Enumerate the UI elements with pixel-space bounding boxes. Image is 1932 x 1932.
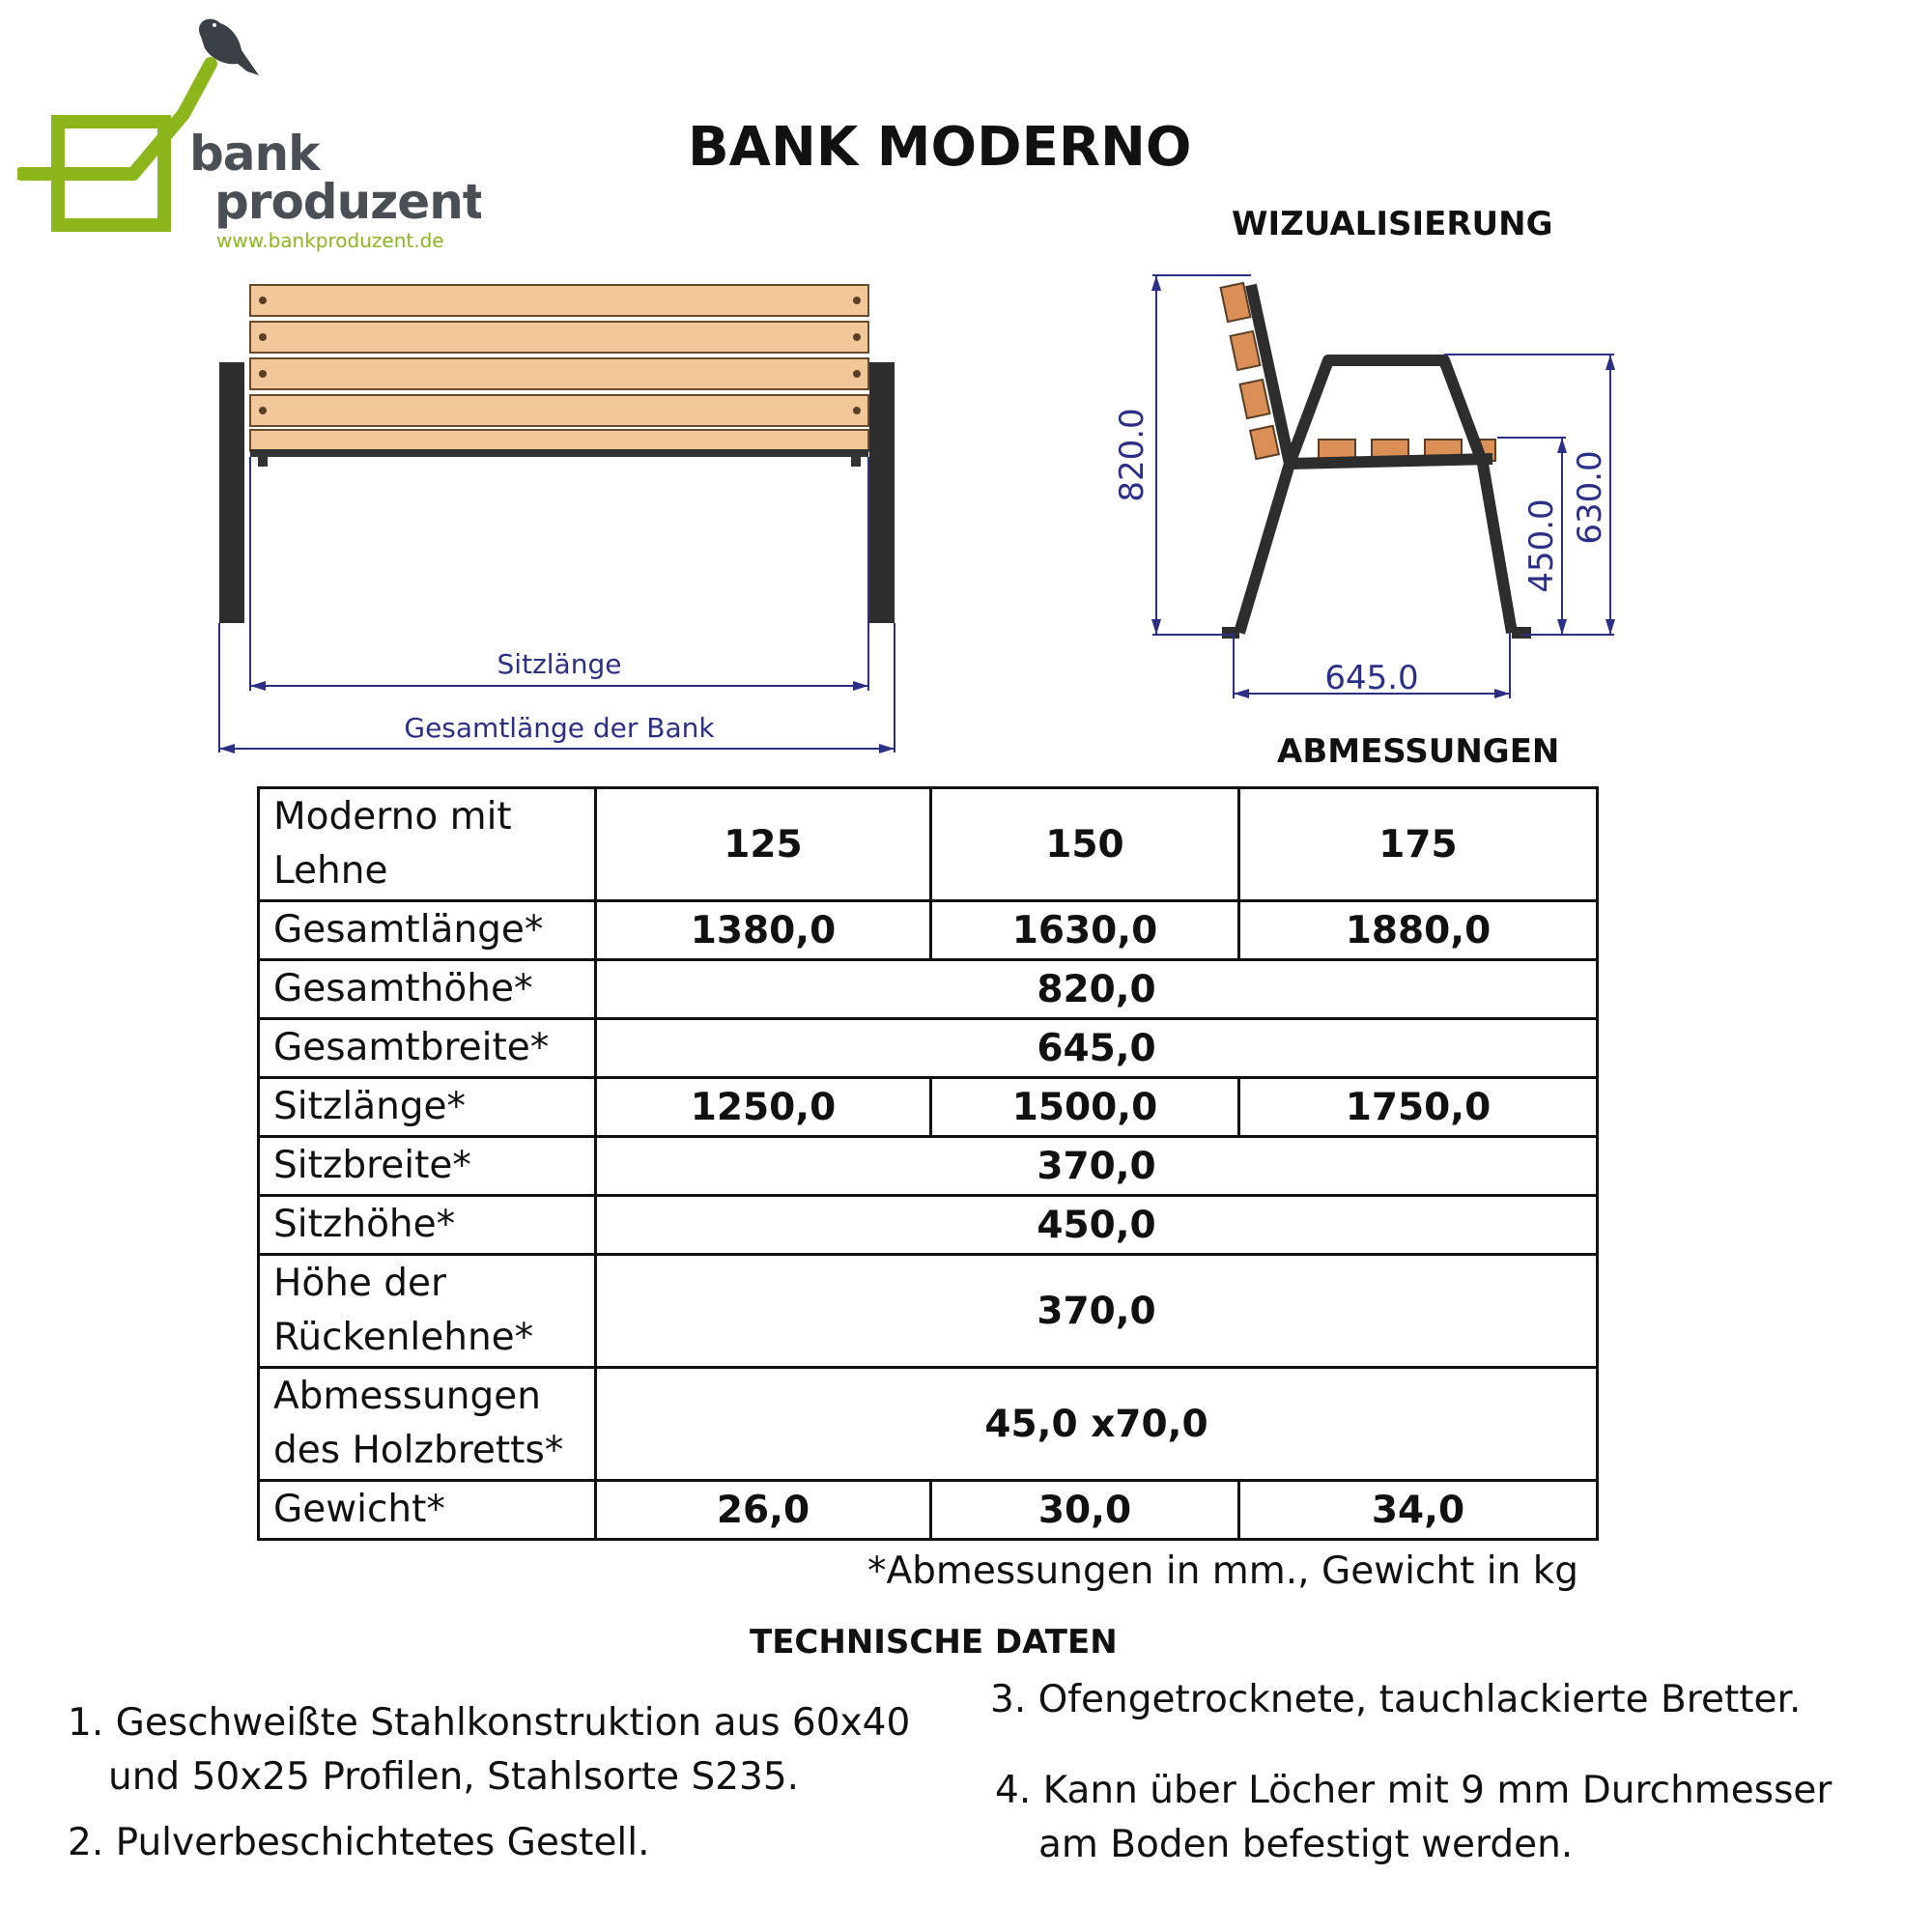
page-title: BANK MODERNO — [688, 116, 1192, 179]
logo-chair-icon — [17, 8, 481, 259]
column-header-150: 150 — [931, 788, 1239, 901]
row-label: Gesamthöhe* — [259, 960, 596, 1019]
row-label-line: des Holzbretts* — [273, 1429, 564, 1472]
table-row — [259, 1368, 1598, 1481]
bench-slats — [250, 285, 868, 467]
row-label — [259, 1255, 596, 1368]
row-label: Sitzlänge* — [259, 1078, 596, 1137]
table-cell: 1880,0 — [1239, 901, 1598, 960]
table-row — [259, 1078, 1598, 1137]
table-row — [259, 1255, 1598, 1368]
technical-item-line: 4. Kann über Löcher mit 9 mm Durchmesser — [995, 1769, 1833, 1812]
table-cell: 450,0 — [596, 1196, 1598, 1255]
table-cell: 1630,0 — [931, 901, 1239, 960]
bench-side-view — [1096, 266, 1637, 710]
dimensions-heading: ABMESSUNGEN — [1277, 732, 1560, 771]
logo-word-produzent: produzent — [214, 174, 481, 230]
row-label: Sitzhöhe* — [259, 1196, 596, 1255]
table-cell: 370,0 — [596, 1137, 1598, 1196]
table-cell: 820,0 — [596, 960, 1598, 1019]
technical-item-line: 1. Geschweißte Stahlkonstruktion aus 60x40 — [68, 1701, 911, 1745]
row-label-line: Rückenlehne* — [273, 1316, 534, 1359]
bench-front-view — [208, 275, 913, 768]
dimensions-table — [257, 786, 1599, 1541]
table-cell: 1250,0 — [596, 1078, 931, 1137]
arm-height-dimension: 630.0 — [1571, 450, 1609, 545]
technical-data-heading: TECHNISCHE DATEN — [750, 1623, 1118, 1662]
table-cell: 1380,0 — [596, 901, 931, 960]
row-label: Gesamtlänge* — [259, 901, 596, 960]
column-header-175: 175 — [1239, 788, 1598, 901]
technical-item-2 — [68, 1816, 650, 1870]
row-label: Gewicht* — [259, 1481, 596, 1540]
seat-length-label: Sitzlänge — [497, 648, 622, 680]
visualization-heading: WIZUALISIERUNG — [1232, 205, 1553, 243]
units-footnote: *Abmessungen in mm., Gewicht in kg — [867, 1549, 1579, 1593]
row-label-line: Höhe der — [273, 1262, 447, 1305]
technical-item-line: am Boden befestigt werden. — [1038, 1823, 1574, 1866]
table-header-label — [259, 788, 596, 901]
technical-item-4 — [995, 1764, 1832, 1872]
technical-item-1 — [68, 1696, 976, 1804]
row-label: Gesamtbreite* — [259, 1019, 596, 1078]
table-cell: 26,0 — [596, 1481, 931, 1540]
header-label-text: Moderno mit Lehne — [273, 795, 512, 893]
table-row — [259, 1481, 1598, 1540]
total-length-label: Gesamtlänge der Bank — [404, 712, 715, 744]
table-row — [259, 1196, 1598, 1255]
table-cell: 370,0 — [596, 1255, 1598, 1368]
logo-url: www.bankproduzent.de — [216, 229, 444, 252]
table-row — [259, 901, 1598, 960]
row-label — [259, 1368, 596, 1481]
seat-height-dimension: 450.0 — [1522, 498, 1561, 593]
technical-item-3 — [990, 1673, 1801, 1727]
table-cell: 1750,0 — [1239, 1078, 1598, 1137]
total-width-dimension: 645.0 — [1324, 659, 1419, 697]
brand-logo — [17, 8, 481, 259]
table-cell: 645,0 — [596, 1019, 1598, 1078]
table-cell: 45,0 x70,0 — [596, 1368, 1598, 1481]
row-label-line: Abmessungen — [273, 1375, 541, 1418]
technical-item-line: 3. Ofengetrocknete, tauchlackierte Bretter. — [990, 1678, 1802, 1721]
column-header-125: 125 — [596, 788, 931, 901]
row-label: Sitzbreite* — [259, 1137, 596, 1196]
table-header-row — [259, 788, 1598, 901]
table-row — [259, 1019, 1598, 1078]
table-cell: 34,0 — [1239, 1481, 1598, 1540]
table-cell: 30,0 — [931, 1481, 1239, 1540]
logo-word-bank: bank — [189, 126, 320, 182]
technical-item-line: 2. Pulverbeschichtetes Gestell. — [68, 1821, 650, 1864]
table-cell: 1500,0 — [931, 1078, 1239, 1137]
table-row — [259, 960, 1598, 1019]
technical-item-line: und 50x25 Profilen, Stahlsorte S235. — [108, 1755, 800, 1799]
table-row — [259, 1137, 1598, 1196]
total-height-dimension: 820.0 — [1113, 408, 1151, 502]
